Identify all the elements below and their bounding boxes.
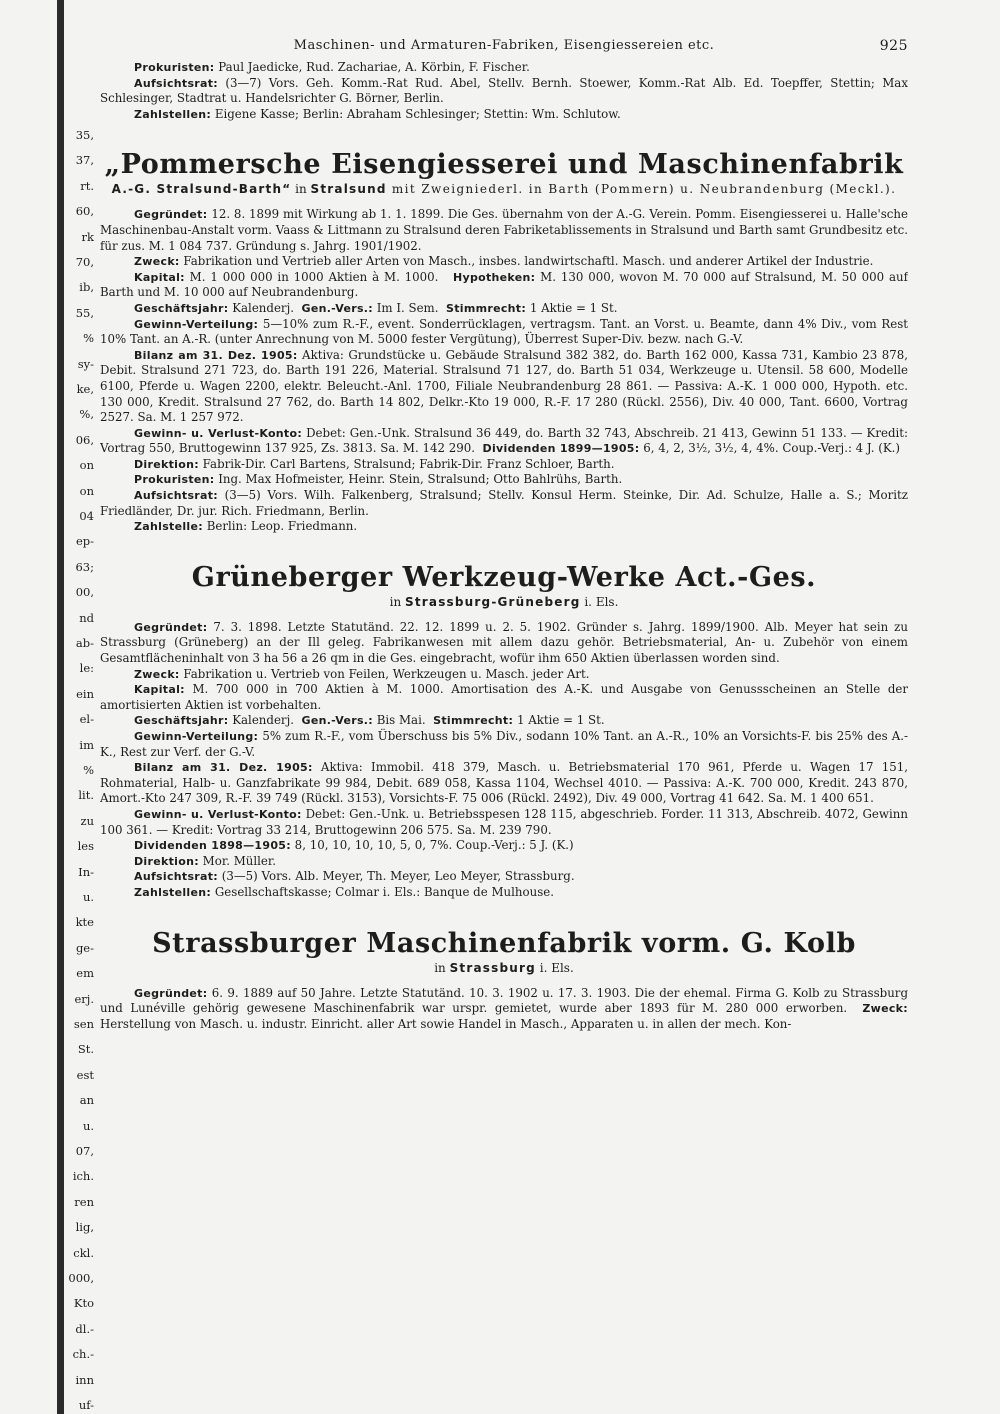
margin-fragment: ren: [74, 1194, 94, 1209]
entry-gewinn-verteilung: Gewinn-Verteilung: 5—10% zum R.-F., event. Sonderrücklagen, vertragsm. Tant. an Vorst. u. Beamte, dann 4% Div., vom Rest 10% Tant. an A.-R. (unter Anrechnung von M. 5000 fester Vergütung), Überrest Super-Div. bezw. nach G.-V.: [100, 316, 908, 347]
margin-fragment: sy-: [77, 356, 94, 371]
entry-gewinn-verlust: Gewinn- u. Verlust-Konto: Debet: Gen.-Unk. Stralsund 36 449, do. Barth 32 743, Abschreib. 21 413, Gewinn 51 133. — Kredit: Vortrag 550, Bruttogewinn 137 925, Zs. 3813. Sa. M. 142 290. Dividenden 1899—1905: 6, 4, 2, 3½, 3½, 4, 4%. Coup.-Verj.: 4 J. (K.): [100, 425, 908, 456]
entry-bilanz: Bilanz am 31. Dez. 1905: Aktiva: Grundstücke u. Gebäude Stralsund 382 382, do. Barth 162 000, Kassa 731, Kambio 23 878, Debit. Stralsund 271 723, do. Barth 191 226, Material. Stralsund 71 127, do. Barth 51 034, Werkzeuge u. Utensil. 58 600, Modelle 6100, Pferde u. Wagen 2200, elektr. Beleucht.-Anl. 1700, Filiale Neubrandenburg 28 861. — Passiva: A.-K. 1 000 000, Hypoth. etc. 130 000, Kredit. Stralsund 27 762, do. Barth 14 802, Delkr.-Kto 19 000, R.-F. 17 280 (Rückl. 2556), Div. 40 000, Tant. 6600, Vortrag 2527. Sa. M. 1 257 972.: [100, 347, 908, 425]
margin-fragment: on: [79, 458, 94, 473]
company-subtitle: in Strassburg-Grüneberg i. Els.: [389, 594, 619, 609]
company-subtitle: in Strassburg i. Els.: [434, 960, 574, 975]
entry-zahlstellen: Zahlstellen: Gesellschaftskasse; Colmar i. Els.: Banque de Mulhouse.: [134, 884, 554, 899]
margin-fragment: el-: [79, 712, 94, 727]
margin-fragment: 63;: [75, 559, 94, 574]
margin-fragment: 04: [79, 509, 94, 523]
margin-fragment: an: [79, 1093, 94, 1108]
entry-kapital: Kapital: M. 700 000 in 700 Aktien à M. 1000. Amortisation des A.-K. und Ausgabe von Genussscheinen an Stelle der amortisierten Aktien ist vorbehalten.: [100, 682, 908, 712]
margin-fragment: %,: [79, 407, 94, 422]
margin-fragment: 60,: [75, 204, 94, 219]
margin-fragment: St.: [77, 1042, 94, 1057]
margin-fragment: nd: [79, 610, 94, 625]
margin-fragment: ge-: [75, 940, 94, 955]
prev-zahlstellen: Zahlstellen: Eigene Kasse; Berlin: Abraham Schlesinger; Stettin: Wm. Schlutow.: [134, 106, 621, 121]
margin-fragment: 00,: [75, 585, 94, 600]
margin-fragment: les: [77, 839, 94, 854]
margin-fragment: ep-: [75, 534, 94, 549]
adjacent-page-edge: [0, 0, 100, 1414]
entry-geschaeftsjahr: Geschäftsjahr: Kalenderj. Gen.-Vers.: Im I. Sem. Stimmrecht: 1 Aktie = 1 St.: [134, 300, 618, 315]
entry-gegruendet: Gegründet: 7. 3. 1898. Letzte Statutänd. 22. 12. 1899 u. 2. 5. 1902. Gründer s. Jahrg. 1899/1900. Alb. Meyer hat sein zu Strassburg (Grüneberg) an der Ill geleg. Fabrikanwesen mit allem dazu gehör. Betriebsmaterial, An- u. Zubehör von einem Gesamtflächeninhalt von 3 ha 56 a 26 qm in die Ges. eingebracht, wofür ihm 650 Aktien überlassen worden sind.: [100, 619, 908, 666]
entry-zahlstelle: Zahlstelle: Berlin: Leop. Friedmann.: [134, 519, 358, 534]
margin-fragment: le:: [79, 661, 94, 676]
margin-fragment: In-: [78, 864, 94, 879]
entry-geschaeftsjahr: Geschäftsjahr: Kalenderj. Gen.-Vers.: Bis Mai. Stimmrecht: 1 Aktie = 1 St.: [134, 713, 605, 728]
company-title: Grüneberger Werkzeug-Werke Act.-Ges.: [191, 561, 817, 593]
margin-fragment: u.: [82, 1118, 94, 1133]
margin-fragment: dl.-: [75, 1321, 94, 1336]
margin-fragment: ke,: [76, 382, 94, 396]
entry-bilanz: Bilanz am 31. Dez. 1905: Aktiva: Immobil. 418 379, Masch. u. Betriebsmaterial 170 961, Pferde u. Wagen 17 151, Rohmaterial, Halb- u. Ganzfabrikate 99 984, Debit. 689 058, Kassa 1104, Wechsel 4010. — Passiva: A.-K. 700 000, Kredit. 243 870, Amort.-Kto 247 309, R.-F. 39 749 (Rückl. 3153), Vorsichts-F. 75 006 (Rückl. 2492), Div. 49 000, Vortrag 41 642. Sa. M. 1 400 651.: [100, 760, 908, 806]
company-entry-pommersche: [100, 148, 908, 534]
margin-fragment: lig,: [75, 1220, 94, 1235]
margin-fragment: 06,: [75, 432, 94, 447]
margin-fragment: rk: [81, 229, 94, 244]
margin-fragment: on: [79, 483, 94, 498]
margin-fragment: 37,: [75, 153, 94, 168]
margin-fragment: ich.: [72, 1169, 94, 1184]
margin-fragment: 000,: [68, 1271, 94, 1285]
entry-kapital: Kapital: M. 1 000 000 in 1000 Aktien à M. 1000. Hypotheken: M. 130 000, wovon M. 70 000 auf Stralsund, M. 50 000 auf Barth und M. 10 000 auf Neubrandenburg.: [100, 269, 908, 300]
entry-gewinn-verlust: Gewinn- u. Verlust-Konto: Debet: Gen.-Unk. u. Betriebsspesen 128 115, abgeschrieb. Forder. 11 313, Abschreib. 4072, Gewinn 100 361. — Kredit: Vortrag 33 214, Bruttogewinn 206 575. Sa. M. 239 790.: [100, 806, 908, 837]
running-header: [100, 38, 908, 60]
margin-fragment: zu: [80, 813, 94, 828]
entry-aufsichtsrat: Aufsichtsrat: (3—5) Vors. Alb. Meyer, Th. Meyer, Leo Meyer, Strassburg.: [134, 869, 575, 884]
margin-fragment: 70,: [75, 255, 94, 269]
margin-fragment: ab-: [75, 636, 94, 650]
company-title: Strassburger Maschinenfabrik vorm. G. Kolb: [152, 927, 856, 959]
company-subtitle: A.-G. Stralsund-Barth“ in Stralsund mit Zweigniederl. in Barth (Pommern) u. Neubrandenburg (Meckl.).: [111, 182, 897, 197]
margin-fragment: 35,: [75, 128, 94, 142]
prev-aufsichtsrat: Aufsichtsrat: (3—7) Vors. Geh. Komm.-Rat Rud. Abel, Stellv. Bernh. Stoewer, Komm.-Rat Alb. Ed. Toepffer, Stettin; Max Schlesinger, Stadtrat u. Handelsrichter G. Börner, Berlin.: [100, 75, 908, 106]
entry-prokuristen: Prokuristen: Ing. Max Hofmeister, Heinr. Stein, Stralsund; Otto Bahlrühs, Barth.: [134, 472, 623, 487]
previous-entry-tail: [100, 60, 908, 122]
margin-fragment: ein: [76, 686, 94, 701]
entry-gewinn-verteilung: Gewinn-Verteilung: 5% zum R.-F., vom Überschuss bis 5% Div., sodann 10% Tant. an A.-R., 10% an Vorsichts-F. bis 25% des A.-K., Rest zur Verf. der G.-V.: [100, 729, 908, 759]
entry-zweck: Zweck: Fabrikation u. Vertrieb von Feilen, Werkzeugen u. Masch. jeder Art.: [134, 666, 590, 681]
page-number: 925: [879, 38, 908, 54]
margin-fragment: u.: [82, 890, 94, 904]
margin-fragment: ckl.: [73, 1245, 94, 1260]
company-entry-grueneberger: [100, 561, 908, 901]
prev-prokuristen: Prokuristen: Paul Jaedicke, Rud. Zachariae, A. Körbin, F. Fischer.: [134, 60, 530, 74]
entry-dividenden: Dividenden 1898—1905: 8, 10, 10, 10, 10, 5, 0, 7%. Coup.-Verj.: 5 J. (K.): [134, 838, 574, 853]
running-header-title: Maschinen- und Armaturen-Fabriken, Eisengiessereien etc.: [293, 38, 715, 53]
entry-direktion: Direktion: Fabrik-Dir. Carl Bartens, Stralsund; Fabrik-Dir. Franz Schloer, Barth.: [134, 456, 615, 471]
entry-zweck: Zweck: Fabrikation und Vertrieb aller Arten von Masch., insbes. landwirtschaftl. Masch. und anderer Artikel der Industrie.: [134, 254, 874, 269]
margin-fragment: kte: [75, 915, 94, 930]
margin-fragment: erj.: [74, 991, 94, 1006]
margin-fragment: 55,: [75, 305, 94, 320]
margin-fragment: em: [76, 966, 94, 981]
margin-fragment: sen: [73, 1017, 94, 1031]
entry-aufsichtsrat: Aufsichtsrat: (3—5) Vors. Wilh. Falkenberg, Stralsund; Stellv. Konsul Herm. Steinke, Dir. Ad. Schulze, Halle a. S.; Moritz Friedländer, Dr. jur. Rich. Friedmann, Berlin.: [100, 488, 908, 518]
margin-fragment: est: [76, 1067, 94, 1082]
margin-fragment: rt.: [80, 178, 94, 193]
document-page: [100, 38, 908, 1398]
entry-gegruendet: Gegründet: 12. 8. 1899 mit Wirkung ab 1. 1. 1899. Die Ges. übernahm von der A.-G. Verein. Pomm. Eisengiesserei u. Halle'sche Maschinenbau-Anstalt vorm. Vaass & Littmann zu Stralsund deren Fabriketablissements in Stralsund und Barth samt Grundbesitz etc. für zus. M. 1 084 737. Gründung s. Jahrg. 1901/1902.: [100, 207, 908, 253]
margin-fragment: im: [79, 737, 94, 752]
entry-direktion: Direktion: Mor. Müller.: [134, 853, 276, 868]
margin-fragment: %: [83, 763, 94, 777]
margin-fragment: 07,: [75, 1144, 94, 1158]
margin-fragment: lit.: [78, 788, 94, 803]
book-gutter: [57, 0, 64, 1414]
company-title: „Pommersche Eisengiesserei und Maschinenfabrik: [104, 149, 904, 181]
company-entry-strassburger: [100, 927, 908, 1033]
margin-fragment: uf-: [78, 1398, 94, 1412]
margin-fragment: %: [83, 331, 94, 346]
margin-fragment: ib,: [79, 280, 94, 295]
margin-fragment: ch.-: [72, 1347, 94, 1362]
margin-fragment: Kto: [73, 1296, 94, 1311]
entry-gegruendet: Gegründet: 6. 9. 1889 auf 50 Jahre. Letzte Statutänd. 10. 3. 1902 u. 17. 3. 1903. Die der ehemal. Firma G. Kolb zu Strassburg und Lunéville gehörig gewesene Maschinenfabrik war urspr. gemietet, wurde aber 1893 für M. 280 000 erworben. Zweck: Herstellung von Masch. u. industr. Einricht. aller Art sowie Handel in Masch., Apparaten u. in allen der mech. Kon-: [100, 985, 908, 1031]
margin-fragment: inn: [75, 1372, 94, 1387]
